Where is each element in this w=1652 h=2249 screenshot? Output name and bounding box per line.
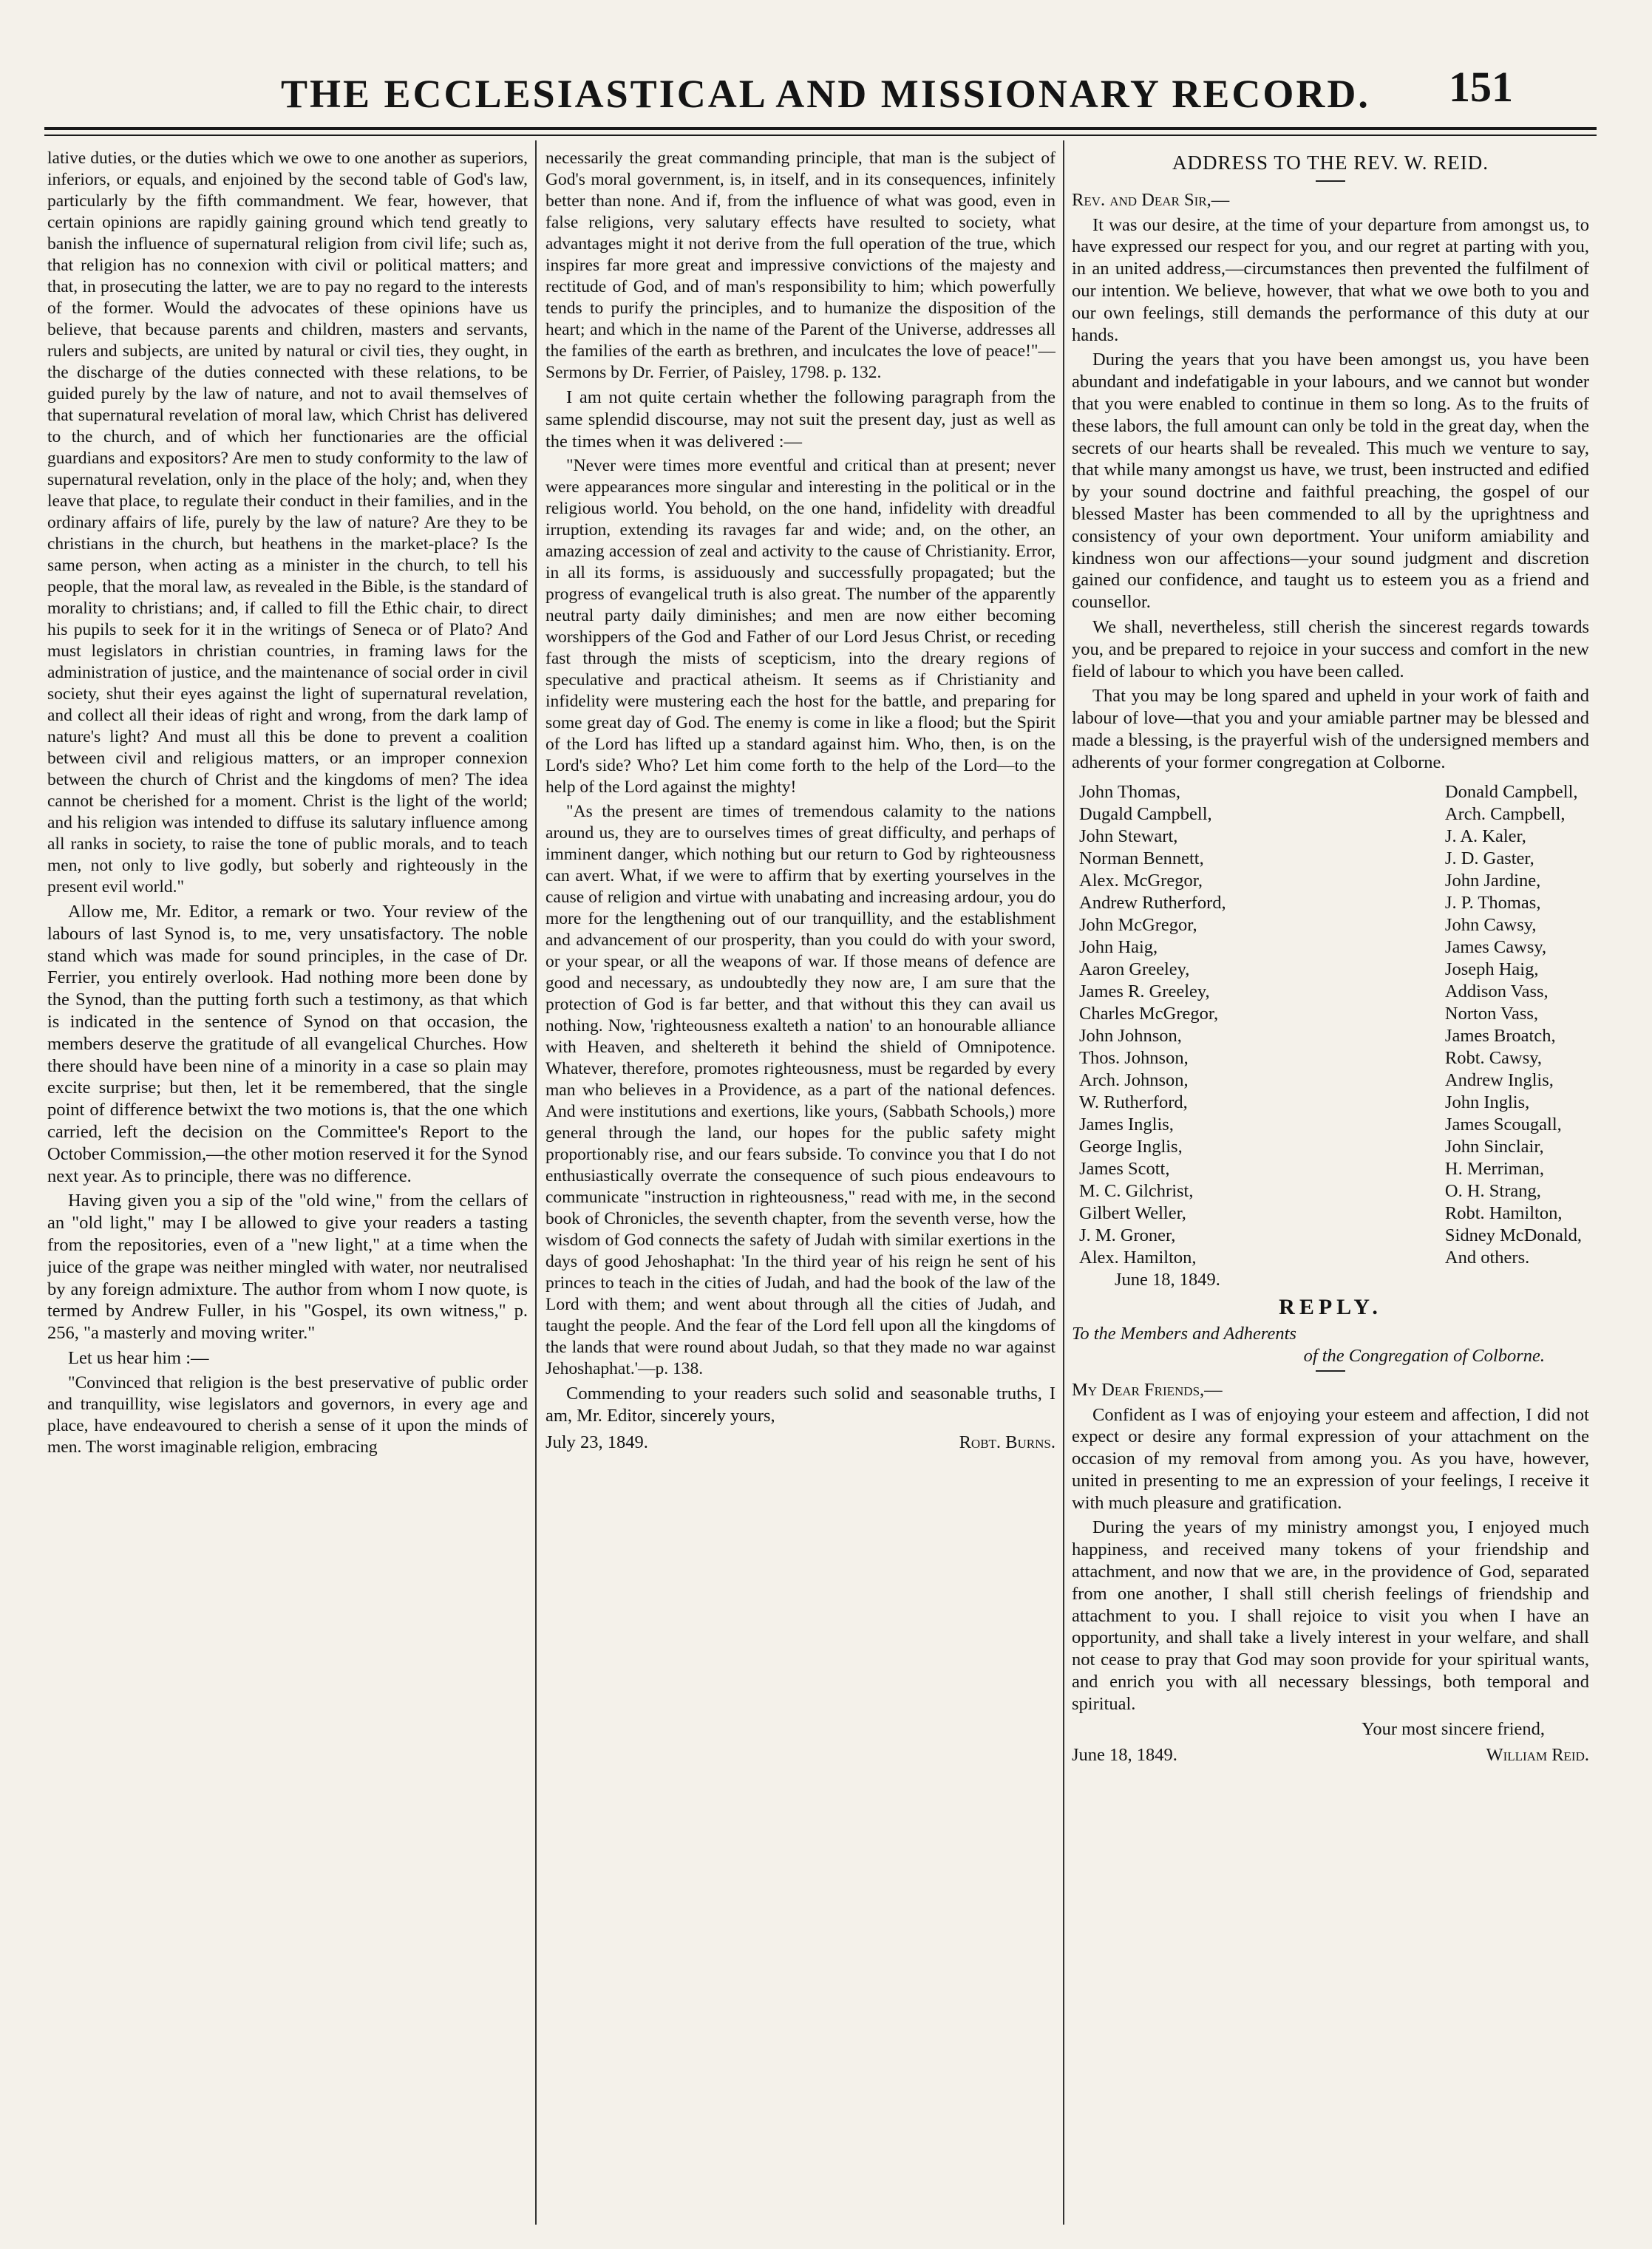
paragraph: We shall, nevertheless, still cherish the sincerest regards towards you, and be prepared to rejoice in your success and comfort in the new field of labour to which you have been called. [1072, 616, 1589, 681]
name-item: Arch. Johnson, [1079, 1069, 1189, 1090]
name-item: Alex. McGregor, [1079, 870, 1203, 891]
names-left [1079, 781, 1226, 1269]
salutation: Rev. and Dear Sir,— [1072, 189, 1230, 210]
paragraph: During the years of my ministry amongst you, I enjoyed much happiness, and received many tokens of your friendship and attachment, and now that we are, in the providence of God, separated from one another, I shall still cherish feelings of friendship and attachment to you. I shall rejoice to visit you when I have an opportunity, and shall take a lively interest in your welfare, and shall not cease to pray that God may soon provide for your spiritual wants, and enrich you with all necessary blessings, both temporal and spiritual. [1072, 1517, 1589, 1714]
name-item: Aaron Greeley, [1079, 959, 1190, 979]
name-item: J. M. Groner, [1079, 1225, 1176, 1245]
letter-date: July 23, 1849. [545, 1432, 648, 1452]
signature-line [1072, 1744, 1589, 1766]
name-item: Dugald Campbell, [1079, 803, 1212, 824]
divider [1316, 180, 1345, 182]
name-item: Andrew Rutherford, [1079, 892, 1226, 913]
name-item: John Johnson, [1079, 1025, 1182, 1046]
reply-addressee: To the Members and Adherents [1072, 1324, 1296, 1344]
name-item: O. H. Strang, [1444, 1180, 1541, 1201]
paragraph: lative duties, or the duties which we owe to one another as superiors, inferiors, or equals, and enjoined by the second table of God's law, particularly by the fifth commandment. We fear, however, that certain opinions are rapidly gaining ground which tend greatly to banish the influence of supernatural religion from civil life; such as, that religion has no connexion with civil or political matters; and that, in prosecuting the latter, we are to pay no regard to the interests of the former. Would the advocates of these opinions have us believe, that because parents and children, masters and servants, rulers and subjects, are united by natural or civil ties, they ought, in the discharge of the duties connected with these relations, to be guided purely by the law of nature, and not to avail themselves of that supernatural revelation of moral law, which Christ has delivered to the church, and of which her functionaries are the official guardians and expositors? Are men to study conformity to the law of supernatural revelation, only in the place of the holy; and, when they leave that place, to regulate their conduct in their families, and in the ordinary affairs of life, purely by the law of nature? Are they to be christians in the church, but heathens in the market-place? Is the same person, when acting as a minister in the church, to tell his people, that the moral law, as revealed in the Bible, is the standard of morality to christians; and, if called to fill the Ethic chair, to direct his pupils to seek for it in the writings of Seneca or of Plato? And must legislators in christian countries, in framing laws for the administration of justice, and the maintenance of social order in civil society, shut their eyes against the light of supernatural revelation, and collect all their ideas of right and wrong, from the dark lamp of nature's light? And must all this be done to prevent a coalition between civil and religious matters, or an improper connexion between the church of Christ and the kingdoms of men? The idea cannot be cherished for a moment. Christ is the light of the world; and his religion was intended to diffuse its salutary influence among all ranks in society, to raise the tone of public morals, and to teach men, not only to live godly, but soberly and righteously in the present evil world." [47, 149, 528, 896]
reply-title: REPLY. [1279, 1295, 1382, 1320]
page-header [0, 0, 1652, 126]
name-item: John Inglis, [1444, 1092, 1530, 1112]
paragraph: Confident as I was of enjoying your esteem and affection, I did not expect or desire any formal expression of your attachment on the occasion of my removal from among you. As you have, however, united in presenting to me an expression of your feelings, I receive it with much pleasure and gratification. [1072, 1404, 1589, 1513]
name-item: J. A. Kaler, [1444, 826, 1526, 846]
name-item: Andrew Inglis, [1444, 1069, 1554, 1090]
name-item: John McGregor, [1079, 914, 1197, 935]
column-divider-2 [1063, 140, 1064, 2225]
paragraph: Let us hear him :— [68, 1347, 209, 1368]
name-item: W. Rutherford, [1079, 1092, 1188, 1112]
paragraph: Allow me, Mr. Editor, a remark or two. Your review of the labours of last Synod is, to me, very unsatisfactory. The noble stand which was made for sound principles, in the case of Dr. Ferrier, you entirely overlook. Had nothing more been done by the Synod, than the putting forth such a testimony, as that which is indicated in the sentence of Synod on that occasion, the members deserve the gratitude of all evangelical Churches. How there should have been nine of a minority in a case so plain may excite surprise; but then, let it be remembered, that the single point of difference betwixt the two motions is, that the one which carried, left the decision on the Committee's Report to the October Commission,—the other motion reserved it for the Synod next year. As to principle, there was no difference. [47, 902, 528, 1186]
column-1 [47, 148, 528, 2225]
paragraph: That you may be long spared and upheld in your work of faith and labour of love—that you and your amiable partner may be blessed and made a blessing, is the prayerful wish of the undersigned members and adherents of your former congregation at Colborne. [1072, 686, 1589, 772]
paragraph: Having given you a sip of the "old wine," from the cellars of an "old light," may I be allowed to give your readers a tasting from the repositories, even of a "new light," at a time when the juice of the grape was neither mingled with water, nor neutralised by any foreign admixture. The author from whom I now quote, is termed by Andrew Fuller, in his "Gospel, its own witness," p. 256, "a masterly and moving writer." [47, 1191, 528, 1344]
name-item: Robt. Cawsy, [1444, 1047, 1543, 1068]
name-item: Sidney McDonald, [1444, 1225, 1582, 1245]
name-item: James Inglis, [1079, 1114, 1174, 1134]
paragraph: "Convinced that religion is the best preservative of public order and tranquillity, wise legislators and governors, in every age and place, have endeavoured to cherish a sense of it upon the minds of men. The worst imaginable religion, embracing [47, 1372, 528, 1457]
name-item: M. C. Gilchrist, [1079, 1180, 1194, 1201]
name-item: Thos. Johnson, [1079, 1047, 1189, 1068]
name-item: J. P. Thomas, [1444, 892, 1541, 913]
journal-title: THE ECCLESIASTICAL AND MISSIONARY RECORD. [281, 72, 1370, 116]
name-item: John Sinclair, [1444, 1136, 1544, 1157]
letter-signature: Robt. Burns. [959, 1432, 1056, 1452]
paragraph: It was our desire, at the time of your departure from amongst us, to have expressed our respect for you, and our regret at parting with you, in an united address,—circumstances then prevented the fulfilment of our intention. We believe, however, that what we owe both to you and our own feelings, still demands the performance of this duty at our hands. [1072, 214, 1589, 345]
header-rule-thin [44, 135, 1597, 136]
name-item: George Inglis, [1079, 1136, 1183, 1157]
paragraph: necessarily the great commanding principle, that man is the subject of God's moral government, is, in itself, and in its consequences, infinitely better than none. And if, from the influence of what was good, even in false religions, very salutary effects have resulted to society, what advantages might it not derive from the full operation of the true, which inspires far more great and impressive convictions of the majesty and rectitude of God, and of man's responsibility to him; which powerfully tends to purify the principles, and to humanize the disposition of the heart; and which in the name of the Parent of the Universe, addresses all the families of the earth as brethren, and inculcates the love of peace!"—Sermons by Dr. Ferrier, of Paisley, 1798. p. 132. [545, 149, 1056, 382]
name-item: Norman Bennett, [1079, 848, 1204, 868]
name-item: Joseph Haig, [1444, 959, 1539, 979]
reply-date: June 18, 1849. [1072, 1745, 1177, 1766]
column-3 [1072, 148, 1589, 2225]
name-item: James R. Greeley, [1079, 981, 1210, 1001]
name-item: Charles McGregor, [1079, 1003, 1219, 1024]
reply-signature: William Reid. [1486, 1745, 1589, 1766]
closing: Your most sincere friend, [1362, 1718, 1545, 1739]
name-item: Gilbert Weller, [1079, 1202, 1186, 1223]
address-title: ADDRESS TO THE REV. W. REID. [1172, 152, 1489, 174]
header-rule [44, 127, 1597, 130]
paragraph: I am not quite certain whether the following paragraph from the same splendid discourse, may not suit the present day, just as well as the times when it was delivered :— [545, 387, 1056, 452]
name-item: Arch. Campbell, [1444, 803, 1566, 824]
salutation: My Dear Friends,— [1072, 1379, 1223, 1400]
signature-line [545, 1432, 1056, 1454]
reply-addressee: of the Congregation of Colborne. [1303, 1345, 1545, 1366]
name-item: John Cawsy, [1444, 914, 1537, 935]
name-item: H. Merriman, [1444, 1158, 1544, 1179]
paragraph: "As the present are times of tremendous calamity to the nations around us, they are to ourselves times of great difficulty, and perhaps of imminent danger, which nothing but our return to God by righteousness can avert. What, if we were to affirm that by exerting yourselves in the cause of religion and virtue with unabating and increasing ardour, you do more for the lengthening out of our tranquillity, and the establishment and advancement of our prosperity, than you could do with your sword, or your spear, or all the weapons of war. If those means of defence are good and necessary, as undoubtedly they now are, I am sure that the protection of God is far better, and that without this they can avail us nothing. Now, 'righteousness exalteth a nation' to an honourable alliance with Heaven, and sheltereth it behind the shield of Omnipotence. Whatever, therefore, promotes righteousness, must be regarded by every man who believes in a Providence, as a part of the national defences. And were institutions and exertions, like yours, (Sabbath Schools,) more general through the land, our hopes for the public safety might proportionably rise, and our fears subside. To convince you that I do not enthusiastically overrate the consequence of such pious endeavours to communicate "instruction in righteousness," read with me, in the second book of Chronicles, the seventh chapter, from the seventh verse, how the wisdom of God connects the safety of Judah with similar exertions in the days of good Jehoshaphat: 'In the third year of his reign he sent of his princes to teach in the cities of Judah, and had the book of the law of the Lord with them; and went about through all the cities of Judah, and taught the people. And the fear of the Lord fell upon all the kingdoms of the lands that were round about Judah, so that they made no war against Jehoshaphat.'—p. 138. [545, 802, 1056, 1379]
name-item: And others. [1444, 1247, 1530, 1268]
name-item: John Stewart, [1079, 826, 1178, 846]
name-item: Norton Vass, [1444, 1003, 1539, 1024]
name-item: James Scott, [1079, 1158, 1170, 1179]
paragraph: Commending to your readers such solid and seasonable truths, I am, Mr. Editor, sincerely yours, [545, 1384, 1056, 1426]
divider [1316, 1370, 1345, 1372]
name-item: J. D. Gaster, [1444, 848, 1534, 868]
name-item: James Broatch, [1444, 1025, 1556, 1046]
name-item: James Scougall, [1444, 1114, 1562, 1134]
names-right [1445, 781, 1582, 1269]
name-item: Alex. Hamilton, [1079, 1247, 1197, 1268]
column-divider-1 [535, 140, 537, 2225]
name-item: James Cawsy, [1444, 936, 1547, 957]
address-date: June 18, 1849. [1115, 1269, 1220, 1290]
name-item: John Haig, [1079, 936, 1158, 957]
name-item: Addison Vass, [1444, 981, 1549, 1001]
page-number: 151 [1449, 63, 1513, 111]
name-item: John Thomas, [1079, 781, 1181, 802]
name-item: Donald Campbell, [1444, 781, 1578, 802]
paragraph: "Never were times more eventful and critical than at present; never were appearances more singular and interesting in the political or in the religious world. You behold, on the one hand, infidelity with dreadful irruption, extending its ravages far and wide; and, on the other, an amazing accession of zeal and activity to the cause of Christianity. Error, in all its forms, is assiduously and successfully propagated; but the progress of evangelical truth is also great. The number of the apparently neutral party daily diminishes; and men are now either becoming worshippers of the God and Father of our Lord Jesus Christ, or receding fast through the mists of scepticism, into the dreary regions of speculative and practical atheism. It seems as if Christianity and infidelity were mustering each the host for the battle, and preparing for some great day of God. The enemy is come in like a flood; but the Spirit of the Lord has lifted up a standard against him. Who, then, is on the Lord's side? Who? Let him come forth to the help of the Lord—to the help of the Lord against the mighty! [545, 456, 1056, 797]
name-item: Robt. Hamilton, [1444, 1202, 1563, 1223]
signatories-list [1072, 781, 1589, 1269]
column-2 [545, 148, 1056, 2225]
name-item: John Jardine, [1444, 870, 1541, 891]
paragraph: During the years that you have been amongst us, you have been abundant and indefatigable in your labours, and we cannot but wonder that you were enabled to continue in them so long. As to the fruits of these labors, the full amount can only be told in the great day, when the secrets of our hearts shall be revealed. This much we venture to say, that while many amongst us have, we trust, been instructed and edified by your sound doctrine and faithful preaching, the gospel of our blessed Master has been commended to all by the uprightness and consistency of your own deportment. Your uniform amiability and kindness won our affections—your sound judgment and discretion gained our confidence, and taught us to esteem you as a friend and counsellor. [1072, 350, 1589, 613]
